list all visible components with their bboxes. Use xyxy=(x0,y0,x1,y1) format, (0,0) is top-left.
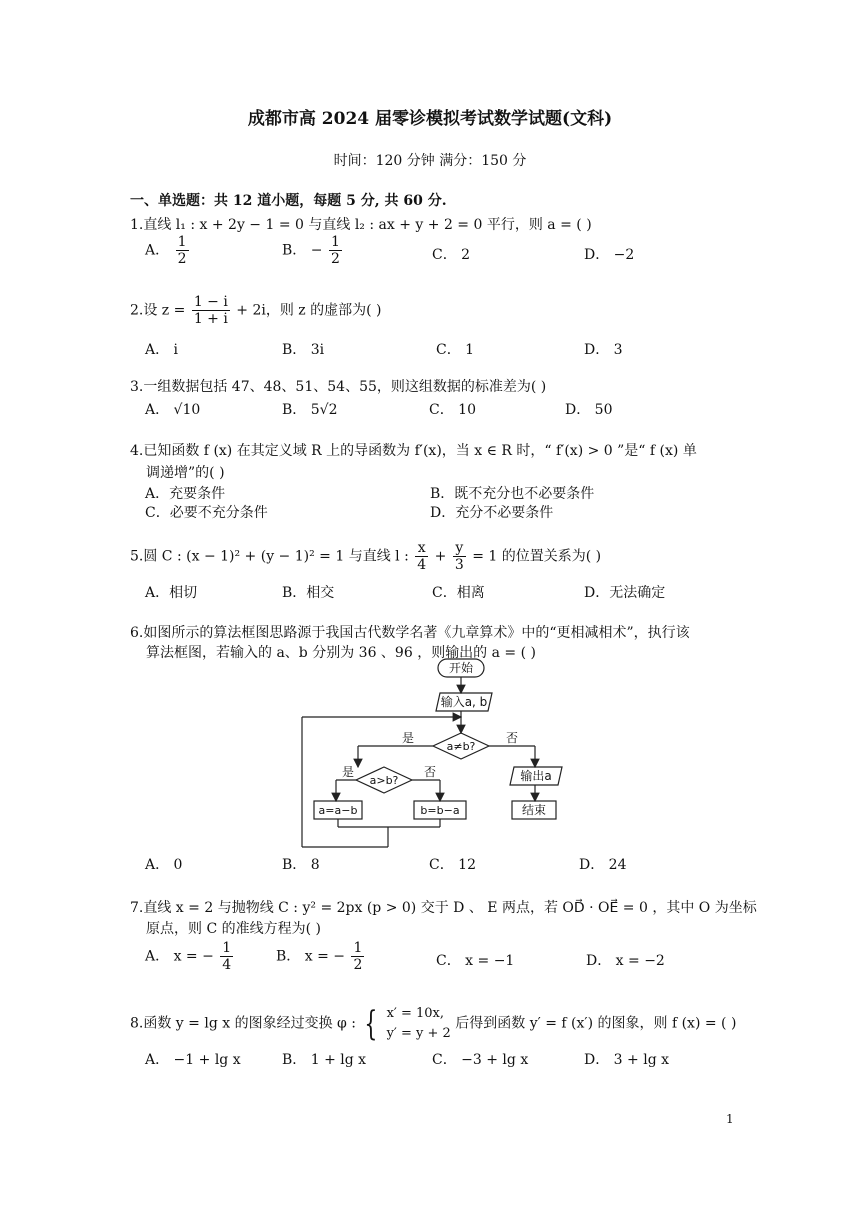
fraction xyxy=(415,540,428,573)
question-6-option-d: D． 24 xyxy=(579,857,627,873)
question-7-option-c: C． x = −1 xyxy=(436,953,515,969)
question-6-stem: 6.如图所示的算法框图思路源于我国古代数学名著《九章算术》中的“更相减相术”，执行该 xyxy=(130,625,690,641)
stem-text: + 2i，则 z 的虚部为( ) xyxy=(236,302,382,319)
question-8-option-d: D． 3 + lg x xyxy=(584,1052,669,1068)
brace-glyph: { xyxy=(364,1003,378,1044)
flow-cond2-label: a>b? xyxy=(369,774,399,787)
question-2-option-d: D． 3 xyxy=(584,342,623,358)
fraction xyxy=(351,940,364,973)
flow-cond1-label: a≠b? xyxy=(446,740,476,753)
stem-text: 后得到函数 y′ = f (x′) 的图象，则 f (x) = ( ) xyxy=(455,1015,737,1032)
denominator: 2 xyxy=(177,251,187,268)
option-label: B． xyxy=(282,242,307,259)
flowchart xyxy=(290,655,590,855)
fraction xyxy=(192,294,230,327)
numerator: 1 xyxy=(353,940,363,956)
flow-assign-a-label: a=a−b xyxy=(318,804,358,817)
question-2-option-a: A． i xyxy=(145,342,179,358)
question-5-option-d: D．无法确定 xyxy=(584,585,666,601)
numerator: 1 xyxy=(177,234,187,250)
minus-sign: − xyxy=(310,242,323,259)
numerator: 1 xyxy=(222,940,232,956)
flow-no2-label: 否 xyxy=(423,765,437,779)
denominator: 4 xyxy=(222,957,232,974)
question-8-option-c: C． −3 + lg x xyxy=(432,1052,529,1068)
equation-system xyxy=(387,1004,451,1043)
stem-text: 5.圆 C : (x − 1)² + (y − 1)² = 1 与直线 l : xyxy=(130,548,409,565)
denominator: 4 xyxy=(417,557,427,574)
question-4-stem-cont: 调递增”的( ) xyxy=(146,465,225,481)
question-6-option-a: A． 0 xyxy=(145,857,183,873)
question-3-option-c: C． 10 xyxy=(429,402,476,418)
flow-start-label: 开始 xyxy=(448,661,474,675)
stem-text: 2.设 z = xyxy=(130,302,186,319)
stem-text: = 1 的位置关系为( ) xyxy=(472,548,602,565)
numerator: y xyxy=(453,540,466,557)
question-1-option-b xyxy=(282,234,344,267)
equation-line: x′ = 10x, xyxy=(386,1006,445,1021)
flow-yes1-label: 是 xyxy=(401,731,415,745)
question-2-stem xyxy=(130,294,382,327)
option-label: A． xyxy=(145,242,170,259)
denominator: 2 xyxy=(353,957,363,974)
fraction xyxy=(220,940,233,973)
fraction xyxy=(329,234,342,267)
option-label: B． xyxy=(276,948,301,965)
question-2-option-c: C． 1 xyxy=(436,342,475,358)
question-6-option-c: C． 12 xyxy=(429,857,476,873)
question-1-option-c: C． 2 xyxy=(432,247,471,263)
question-7-stem: 7.直线 x = 2 与抛物线 C : y² = 2px (p > 0) 交于 D 、 E 两点，若 OD⃗ · OE⃗ = 0 ，其中 O 为坐标 xyxy=(130,900,757,916)
fraction xyxy=(453,540,466,573)
numerator: x xyxy=(415,540,428,557)
stem-text: 8.函数 y = lg x 的图象经过变换 φ : xyxy=(130,1015,357,1032)
flow-yes2-label: 是 xyxy=(341,765,355,779)
question-5-option-a: A．相切 xyxy=(145,585,198,601)
fraction xyxy=(176,234,189,267)
section-heading: 一、单选题：共 12 道小题，每题 5 分, 共 60 分. xyxy=(130,193,447,209)
denominator: 1 + i xyxy=(193,311,228,328)
question-3-stem: 3.一组数据包括 47、48、51、54、55，则这组数据的标准差为( ) xyxy=(130,379,547,395)
question-5-option-b: B．相交 xyxy=(282,585,335,601)
question-7-option-b xyxy=(276,940,366,973)
question-4-stem: 4.已知函数 f (x) 在其定义域 R 上的导函数为 f′(x)，当 x ∈ R 时，“ f′(x) > 0 ”是“ f (x) 单 xyxy=(130,443,697,459)
question-4-option-b: B．既不充分也不必要条件 xyxy=(430,486,595,502)
expr: x = − xyxy=(304,948,346,965)
question-8-stem xyxy=(130,1004,736,1043)
question-4-option-d: D．充分不必要条件 xyxy=(430,505,554,521)
flow-input-label: 输入a, b xyxy=(440,695,488,709)
question-4-option-c: C．必要不充分条件 xyxy=(145,505,268,521)
question-7-option-a xyxy=(145,940,235,973)
question-1-option-a xyxy=(145,234,191,267)
question-1-option-d: D． −2 xyxy=(584,247,635,263)
question-6-stem-cont: 算法框图，若输入的 a、b 分别为 36 、96 ，则输出的 a = ( ) xyxy=(146,645,536,661)
question-2-option-b: B． 3i xyxy=(282,342,325,358)
expr: x = − xyxy=(173,948,214,965)
question-1-stem: 1.直线 l₁ : x + 2y − 1 = 0 与直线 l₂ : ax + y + 2 = 0 平行，则 a = ( ) xyxy=(130,217,592,233)
question-3-option-a: A． √10 xyxy=(145,402,201,418)
question-3-option-d: D． 50 xyxy=(565,402,613,418)
question-6-option-b: B． 8 xyxy=(282,857,320,873)
denominator: 2 xyxy=(330,251,340,268)
question-8-option-a: A． −1 + lg x xyxy=(145,1052,241,1068)
question-3-option-b: B． 5√2 xyxy=(282,402,338,418)
equation-line: y′ = y + 2 xyxy=(386,1025,451,1041)
flow-output-label: 输出a xyxy=(520,769,552,783)
question-7-stem-cont: 原点，则 C 的准线方程为( ) xyxy=(146,921,321,937)
exam-info: 时间：120 分钟 满分：150 分 xyxy=(333,153,527,169)
numerator: 1 xyxy=(330,234,340,250)
flow-assign-b-label: b=b−a xyxy=(420,804,460,817)
page-title: 成都市高 2024 届零诊模拟考试数学试题(文科) xyxy=(247,109,613,129)
page-number: 1 xyxy=(726,1112,734,1126)
plus-sign: + xyxy=(434,548,447,565)
question-7-option-d: D． x = −2 xyxy=(586,953,665,969)
numerator: 1 − i xyxy=(193,294,228,310)
flow-end-label: 结束 xyxy=(521,803,547,817)
question-8-option-b: B． 1 + lg x xyxy=(282,1052,367,1068)
question-4-option-a: A．充要条件 xyxy=(145,486,226,502)
question-5-option-c: C．相离 xyxy=(432,585,485,601)
denominator: 3 xyxy=(454,557,464,574)
flow-no1-label: 否 xyxy=(505,731,519,745)
option-label: A． xyxy=(145,948,170,965)
question-5-stem xyxy=(130,540,601,573)
